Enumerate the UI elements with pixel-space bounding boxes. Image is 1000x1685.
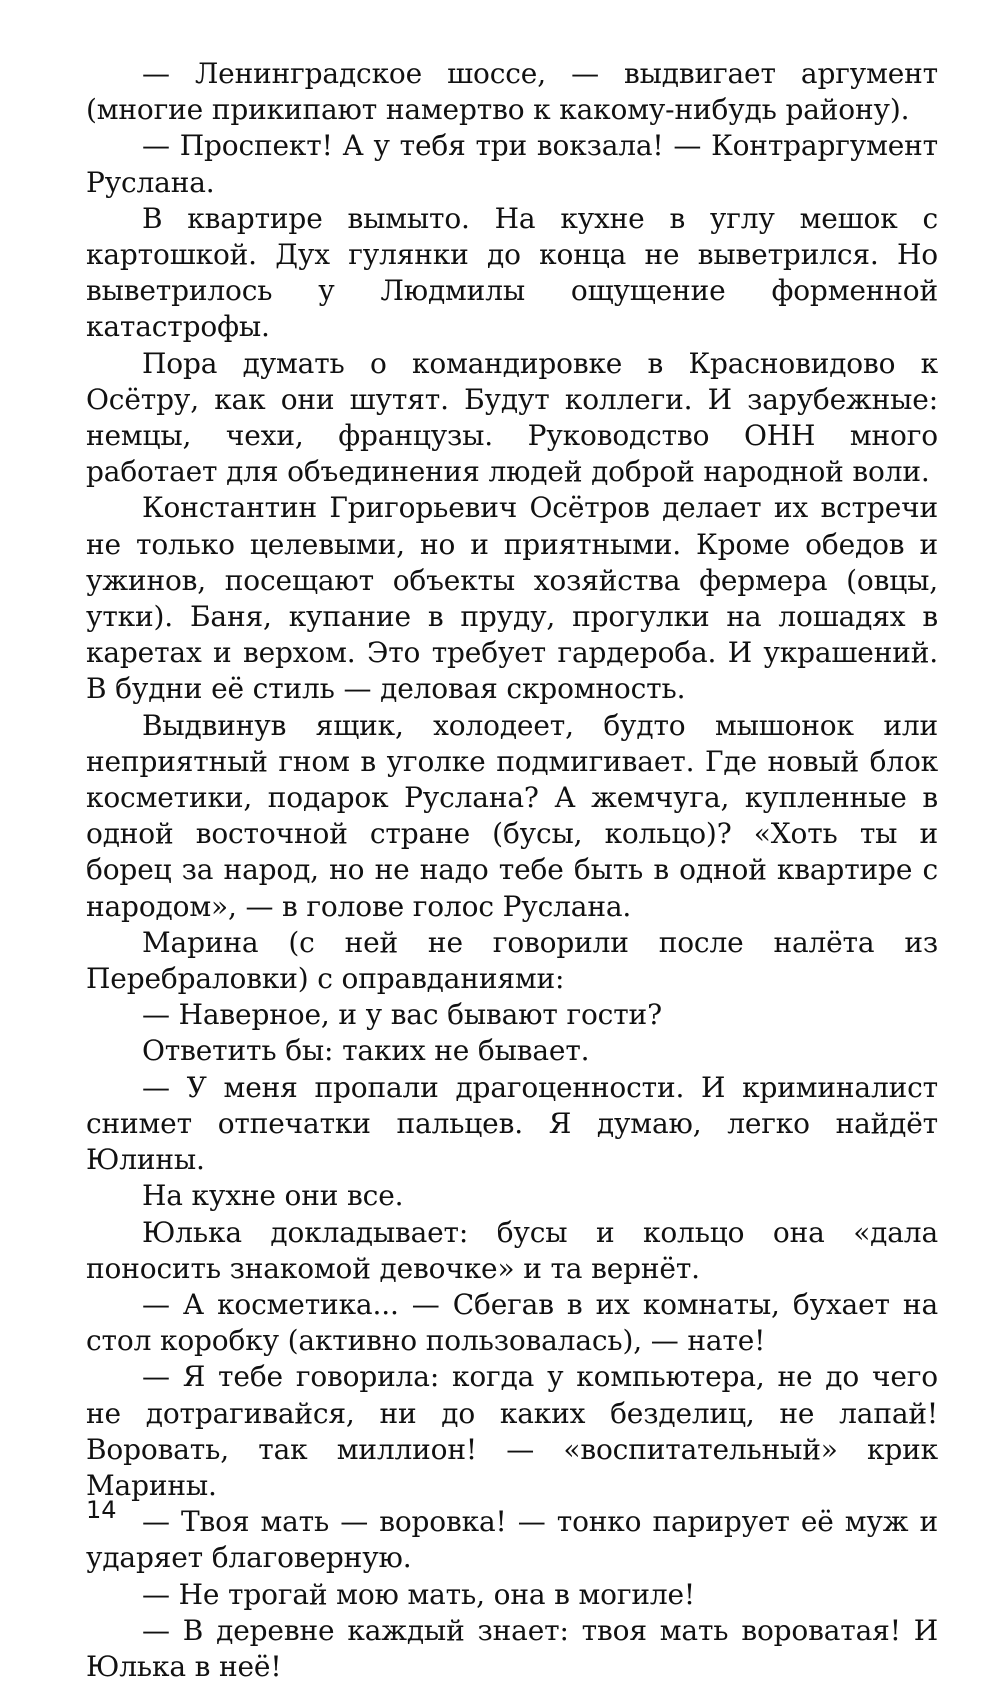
paragraph-10: — У меня пропали драгоценности. И криминалист снимет отпечатки пальцев. Я думаю, легко найдёт Юлины.: [86, 1070, 938, 1177]
book-page-text: [86, 56, 938, 1685]
paragraph-16: — Не трогай мою мать, она в могиле!: [142, 1577, 696, 1611]
paragraph-4: Пора думать о командировке в Красновидово к Осётру, как они шутят. Будут коллеги. И зарубежные: немцы, чехи, французы. Руководство ОНН много работает для объединения людей доброй народной воли.: [86, 346, 938, 489]
paragraph-15: — Твоя мать — воровка! — тонко парирует её муж и ударяет благоверную.: [86, 1505, 938, 1575]
paragraph-5: Константин Григорьевич Осётров делает их встречи не только целевыми, но и приятными. Кроме обедов и ужинов, посещают объекты хозяйства фермера (овцы, утки). Баня, купание в пруду, прогулки на лошадях в каретах и верхом. Это требует гардероба. И украшений. В будни её стиль — деловая скромность.: [86, 491, 938, 706]
paragraph-12: Юлька докладывает: бусы и кольцо она «дала поносить знакомой девочке» и та вернёт.: [86, 1215, 938, 1285]
paragraph-1: — Ленинградское шоссе, — выдвигает аргумент (многие прикипают намертво к какому-нибудь району).: [86, 57, 938, 127]
page-number: 14: [86, 1496, 117, 1524]
paragraph-13: — А косметика... — Сбегав в их комнаты, бухает на стол коробку (активно пользовалась), — нате!: [86, 1287, 938, 1358]
paragraph-11: На кухне они все.: [142, 1179, 404, 1213]
paragraph-7: Марина (с ней не говорили после налёта из Перебраловки) с оправданиями:: [86, 925, 938, 996]
paragraph-3: В квартире вымыто. На кухне в углу мешок с картошкой. Дух гулянки до конца не выветрился. Но выветрилось у Людмилы ощущение форменной катастрофы.: [86, 201, 938, 344]
paragraph-6: Выдвинув ящик, холодеет, будто мышонок или неприятный гном в уголке подмигивает. Где новый блок косметики, подарок Руслана? А жемчуга, купленные в одной восточной стране (бусы, кольцо)? «Хоть ты и борец за народ, но не надо тебе быть в одной квартире с народом», — в голове голос Руслана.: [86, 708, 938, 923]
paragraph-14: — Я тебе говорила: когда у компьютера, не до чего не дотрагивайся, ни до каких безделиц, не лапай! Воровать, так миллион! — «воспитательный» крик Марины.: [86, 1360, 938, 1502]
paragraph-17: — В деревне каждый знает: твоя мать вороватая! И Юлька в неё!: [86, 1613, 938, 1683]
paragraph-2: — Проспект! А у тебя три вокзала! — Контраргумент Руслана.: [86, 129, 938, 199]
paragraph-8: — Наверное, и у вас бывают гости?: [142, 998, 662, 1032]
paragraph-9: Ответить бы: таких не бывает.: [142, 1034, 590, 1068]
